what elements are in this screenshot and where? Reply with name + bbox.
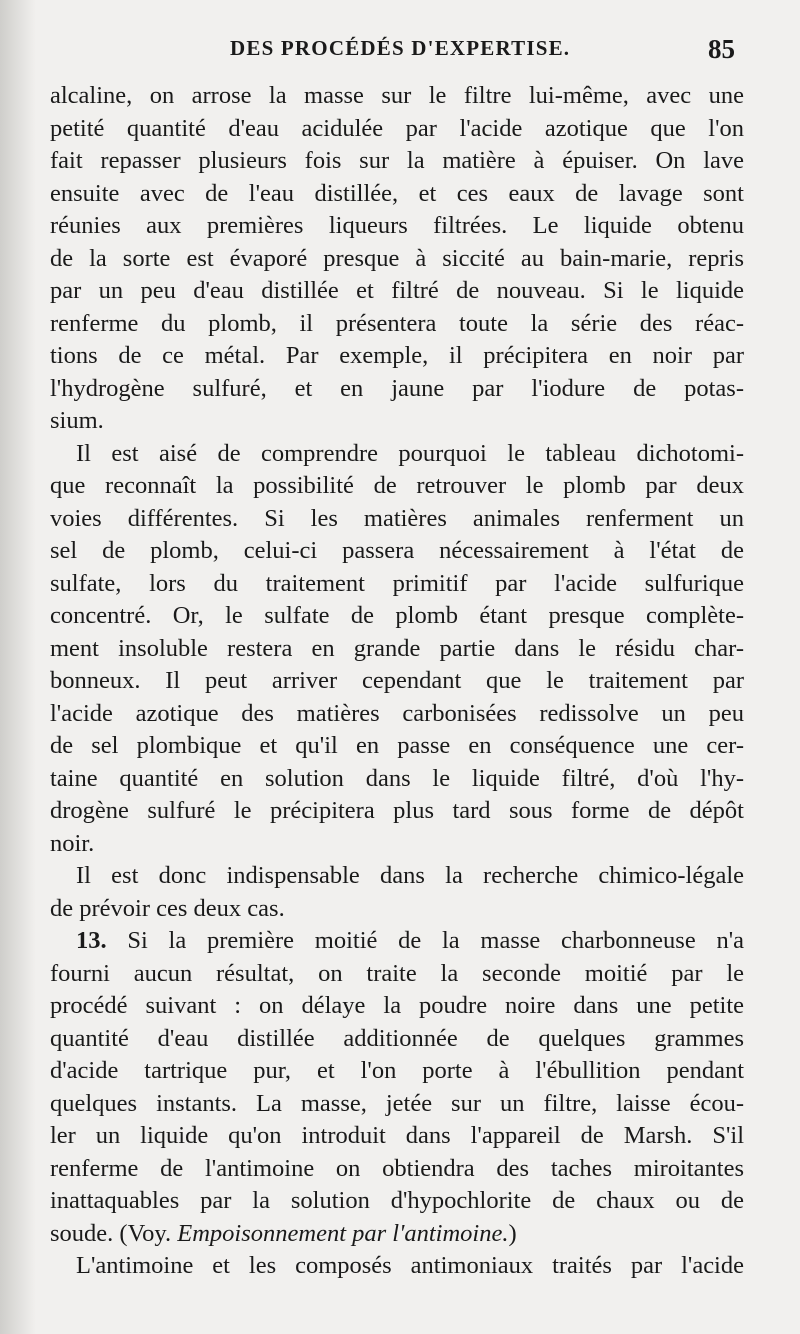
text-line: alcaline, on arrose la masse sur le filtre lui-même, avec une	[50, 82, 744, 109]
text-line: quelques instants. La masse, jetée sur un filtre, laisse écou-	[50, 1089, 744, 1117]
text-line: par un peu d'eau distillée et filtré de nouveau. Si le liquide	[50, 277, 744, 304]
page-gutter-shadow	[0, 0, 36, 1334]
text-line: bonneux. Il peut arriver cependant que le traitement par	[50, 667, 744, 694]
text-line: ment insoluble restera en grande partie dans le résidu char-	[50, 634, 744, 662]
text-line: renferme du plomb, il présentera toute la série des réac-	[50, 309, 744, 337]
text-line: L'antimoine et les composés antimoniaux traités par l'acide	[76, 1252, 744, 1279]
page-number: 85	[708, 34, 735, 64]
text-line: l'hydrogène sulfuré, et en jaune par l'iodure de potas-	[50, 374, 744, 402]
text-line: Il est donc indispensable dans la recherche chimico-légale	[76, 862, 744, 889]
text-line	[50, 1218, 744, 1251]
text-line: inattaquables par la solution d'hypochlorite de chaux ou de	[50, 1187, 744, 1214]
text-line: Il est aisé de comprendre pourquoi le tableau dichotomi-	[76, 439, 744, 467]
italic-reference: Empoisonnement par l'antimoine.	[177, 1219, 509, 1247]
text-line: tions de ce métal. Par exemple, il précipitera en noir par	[50, 342, 744, 369]
text-line: sium.	[50, 407, 104, 434]
text-line: renferme de l'antimoine on obtiendra des taches miroitantes	[50, 1154, 744, 1182]
text-line: taine quantité en solution dans le liquide filtré, d'où l'hy-	[50, 764, 744, 792]
text-line: fait repasser plusieurs fois sur la matière à épuiser. On lave	[50, 147, 744, 174]
text-line: de prévoir ces deux cas.	[50, 894, 285, 922]
text-run: Si la première moitié de la masse charbonneuse n'a	[127, 927, 744, 954]
text-line: ensuite avec de l'eau distillée, et ces eaux de lavage sont	[50, 179, 744, 207]
text-line: d'acide tartrique pur, et l'on porte à l'ébullition pendant	[50, 1057, 744, 1084]
text-line: fourni aucun résultat, on traite la seconde moitié par le	[50, 959, 744, 987]
text-line: l'acide azotique des matières carbonisées redissolve un peu	[50, 699, 744, 727]
text-line: de la sorte est évaporé presque à siccité au bain-marie, repris	[50, 244, 744, 272]
text-line: quantité d'eau distillée additionnée de quelques grammes	[50, 1024, 744, 1052]
text-line: concentré. Or, le sulfate de plomb étant presque complète-	[50, 602, 744, 629]
text-run: soude. (Voy.	[50, 1219, 178, 1247]
text-line: que reconnaît la possibilité de retrouver le plomb par deux	[50, 472, 744, 499]
text-line	[50, 925, 744, 958]
text-line: sel de plomb, celui-ci passera nécessairement à l'état de	[50, 537, 744, 564]
text-line: noir.	[50, 829, 95, 857]
text-line: réunies aux premières liqueurs filtrées. Le liquide obtenu	[50, 212, 744, 239]
text-line: sulfate, lors du traitement primitif par l'acide sulfurique	[50, 569, 744, 597]
text-line: de sel plombique et qu'il en passe en conséquence une cer-	[50, 732, 744, 759]
text-line: petité quantité d'eau acidulée par l'acide azotique que l'on	[50, 114, 744, 142]
running-head: DES PROCÉDÉS D'EXPERTISE.	[230, 36, 571, 60]
closing-paren: )	[508, 1219, 517, 1247]
body-text	[50, 80, 744, 1283]
section-number: 13.	[76, 927, 107, 954]
text-line: drogène sulfuré le précipitera plus tard sous forme de dépôt	[50, 797, 744, 824]
text-line: voies différentes. Si les matières animales renferment un	[50, 504, 744, 532]
page-header	[0, 36, 800, 80]
text-line: ler un liquide qu'on introduit dans l'appareil de Marsh. S'il	[50, 1122, 744, 1149]
text-line: procédé suivant : on délaye la poudre noire dans une petite	[50, 992, 744, 1019]
